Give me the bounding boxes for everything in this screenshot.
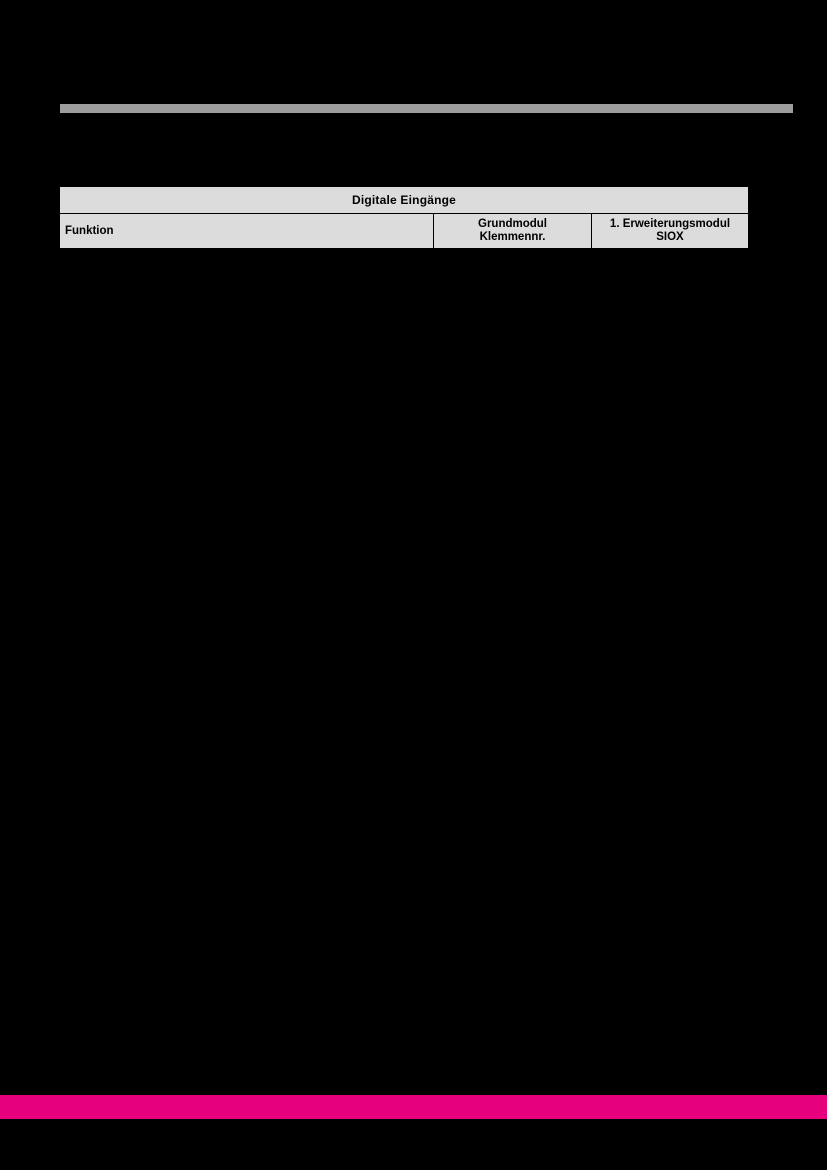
digital-inputs-table bbox=[59, 186, 749, 249]
table-title: Digitale Eingänge bbox=[60, 187, 749, 214]
footer-accent-band bbox=[0, 1095, 827, 1119]
column-header-erweiterungsmodul-line2: SIOX bbox=[656, 231, 684, 243]
column-header-funktion: Funktion bbox=[60, 214, 434, 249]
column-header-erweiterungsmodul bbox=[592, 214, 749, 249]
column-header-grundmodul-line1: Grundmodul bbox=[478, 218, 547, 230]
digital-inputs-table-wrapper bbox=[59, 186, 748, 249]
column-header-erweiterungsmodul-line1: 1. Erweiterungsmodul bbox=[609, 218, 731, 230]
table-header-row bbox=[60, 214, 749, 249]
column-header-grundmodul-line2: Klemmennr. bbox=[479, 231, 546, 243]
column-header-grundmodul bbox=[434, 214, 592, 249]
table-title-row bbox=[60, 187, 749, 214]
header-rule bbox=[60, 104, 793, 113]
